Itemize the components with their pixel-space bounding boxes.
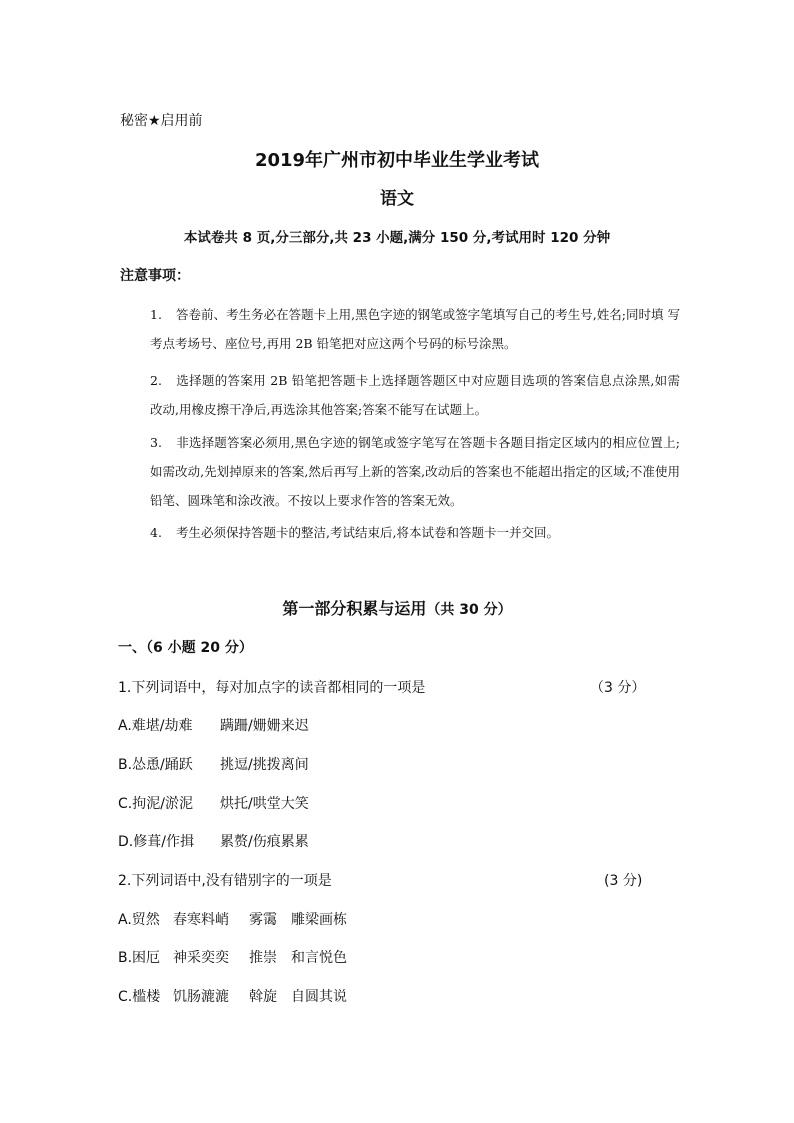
- option-word: 挑逗/挑拨离间: [220, 757, 309, 773]
- notes-heading: 注意事项：: [120, 268, 190, 284]
- option-word: A.贸然: [118, 912, 160, 928]
- question-option: [118, 986, 347, 1006]
- option-word: 神采奕奕: [173, 950, 229, 966]
- note-number: 1.: [150, 307, 162, 322]
- exam-title: 2019年广州市初中毕业生学业考试: [254, 150, 540, 171]
- note-number: 2.: [150, 373, 162, 388]
- option-word: 推崇: [249, 950, 277, 966]
- note-number: 3.: [150, 435, 162, 450]
- option-word: 雾霭: [249, 912, 277, 928]
- exam-info: 本试卷共 8 页,分三部分,共 23 小题,满分 150 分,考试用时 120 分钟: [183, 230, 611, 246]
- note-text: 非选择题答案必须用,黑色字迹的钢笔或签字笔写在答题卡各题目指定区域内的相应位置上;如需改动,先划掉原来的答案,然后再写上新的答案,改动后的答案也不能超出指定的区域;不准使用铅笔、圆珠笔和涂改液。不按以上要求作答的答案无效。: [150, 435, 680, 508]
- option-word: 烘托/哄堂大笑: [220, 796, 309, 812]
- question-stem: 1.下列词语中，每对加点字的读音都相同的一项是: [118, 680, 426, 696]
- part-one-title: [0, 596, 794, 619]
- option-word: 雕梁画栋: [291, 912, 347, 928]
- option-word: 累赘/伤痕累累: [220, 834, 309, 850]
- question-option: [118, 909, 347, 929]
- note-number: 4.: [150, 525, 162, 540]
- option-word: 饥肠漉漉: [173, 989, 229, 1005]
- option-word: B.困厄: [118, 950, 161, 966]
- part-one-points: （共 30 分）: [426, 602, 512, 618]
- note-text: 考生必须保持答题卡的整洁,考试结束后,将本试卷和答题卡一并交回。: [176, 525, 559, 540]
- question-option: [118, 793, 309, 813]
- note-item: [150, 300, 680, 358]
- note-item: [150, 428, 680, 515]
- option-word: C.拘泥/淤泥: [118, 796, 193, 812]
- note-item: [150, 366, 680, 424]
- option-word: 蹒跚/姗姗来迟: [220, 718, 309, 734]
- question-stem: 2.下列词语中,没有错别字的一项是: [118, 873, 332, 889]
- question-option: [118, 754, 309, 774]
- option-word: D.修葺/作揖: [118, 834, 194, 850]
- option-word: B.怂恿/踊跃: [118, 757, 193, 773]
- note-text: 选择题的答案用 2B 铅笔把答题卡上选择题答题区中对应题目选项的答案信息点涂黑,如需改动,用橡皮擦干净后,再选涂其他答案;答案不能写在试题上。: [150, 373, 680, 417]
- question-score: （3 分）: [590, 680, 646, 696]
- option-word: 自圆其说: [291, 989, 347, 1005]
- option-word: 斡旋: [249, 989, 277, 1005]
- part-one-name: 第一部分积累与运用: [282, 599, 427, 618]
- option-word: A.难堪/劫难: [118, 718, 193, 734]
- question-score: (3 分): [604, 873, 643, 889]
- subject-title: 语文: [380, 189, 414, 209]
- option-word: C.槛楼: [118, 989, 161, 1005]
- confidential-label: 秘密★启用前: [120, 113, 203, 129]
- note-item: [150, 518, 680, 547]
- question-option: [118, 947, 347, 967]
- question-option: [118, 831, 309, 851]
- note-text: 答卷前、考生务必在答题卡上用,黑色字迹的钢笔或签字笔填写自己的考生号,姓名;同时填 写考点考场号、座位号,再用 2B 铅笔把对应这两个号码的标号涂黑。: [150, 307, 680, 351]
- option-word: 春寒料峭: [173, 912, 229, 928]
- option-word: 和言悦色: [291, 950, 347, 966]
- section-one-title: 一、（6 小题 20 分）: [118, 640, 253, 656]
- question-option: [118, 715, 309, 735]
